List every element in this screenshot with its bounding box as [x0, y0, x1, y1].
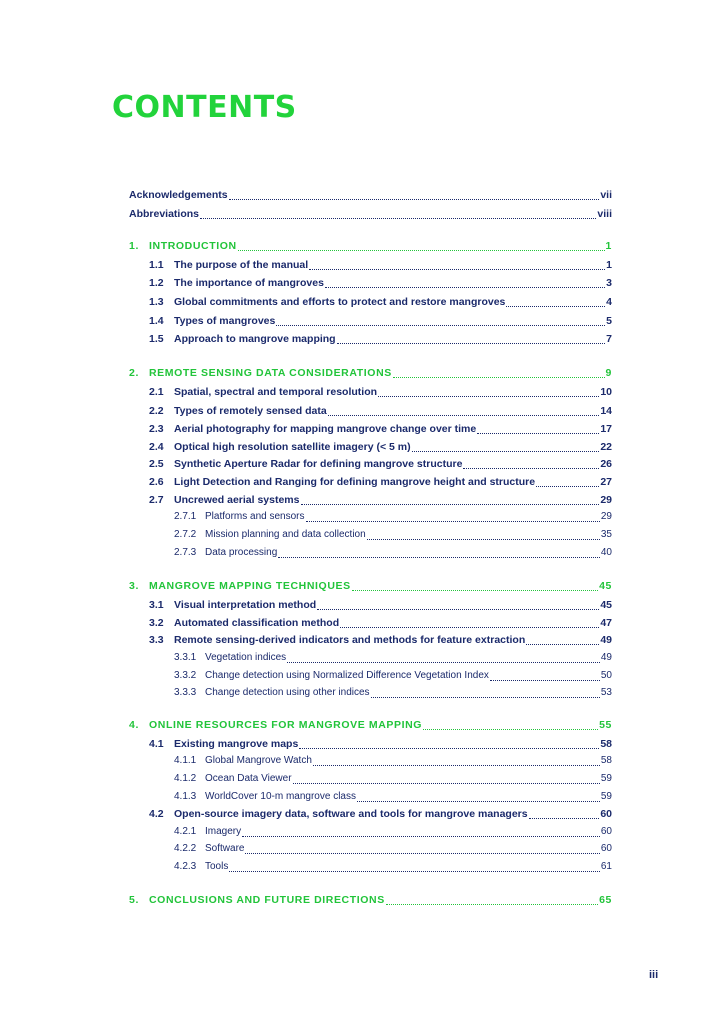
toc-entry[interactable]	[129, 239, 612, 253]
dot-leader	[367, 539, 600, 540]
toc-entry-page: 9	[605, 367, 612, 379]
toc-entry-page: 29	[600, 494, 612, 506]
toc-entry-label: INTRODUCTION	[149, 240, 237, 252]
dot-leader	[293, 783, 600, 784]
toc-entry[interactable]	[149, 493, 612, 507]
toc-entry-page: 26	[600, 458, 612, 470]
toc-entry-page: 65	[599, 894, 612, 906]
toc-entry-label: MANGROVE MAPPING TECHNIQUES	[149, 580, 351, 592]
toc-entry-page: 14	[600, 405, 612, 417]
toc-entry[interactable]	[149, 598, 612, 612]
toc-entry-page: 7	[606, 333, 612, 345]
dot-leader	[490, 680, 600, 681]
toc-entry[interactable]	[174, 546, 612, 560]
dot-leader	[200, 218, 596, 219]
dot-leader	[352, 590, 598, 591]
toc-entry-label: Uncrewed aerial systems	[174, 494, 300, 506]
toc-entry[interactable]	[129, 718, 612, 732]
toc-entry-page: 59	[600, 791, 612, 802]
toc-entry-number: 2.7	[149, 494, 164, 506]
dot-leader	[229, 871, 600, 872]
toc-entry-number: 3.1	[149, 599, 164, 611]
toc-entry-label: WorldCover 10-m mangrove class	[205, 791, 356, 802]
toc-entry[interactable]	[129, 207, 612, 221]
toc-entry-label: ONLINE RESOURCES FOR MANGROVE MAPPING	[149, 719, 423, 731]
toc-entry-number: 1.	[129, 240, 139, 252]
toc-entry[interactable]	[149, 807, 612, 821]
toc-entry-number: 4.1.2	[174, 773, 197, 784]
toc-entry-label: Automated classification method	[174, 617, 340, 629]
dot-leader	[536, 486, 599, 487]
toc-entry-number: 3.3.3	[174, 687, 197, 698]
toc-entry-page: 27	[600, 476, 612, 488]
toc-entry-label: Synthetic Aperture Radar for defining mangrove structure	[174, 458, 463, 470]
toc-entry-label: REMOTE SENSING DATA CONSIDERATIONS	[149, 367, 392, 379]
toc-entry-page: 60	[600, 826, 612, 837]
dot-leader	[340, 627, 599, 628]
toc-entry-label: Ocean Data Viewer	[205, 773, 292, 784]
toc-entry[interactable]	[149, 404, 612, 418]
toc-entry-label: Change detection using other indices	[205, 687, 370, 698]
toc-entry[interactable]	[174, 842, 612, 856]
toc-entry-label: Acknowledgements	[129, 189, 228, 201]
toc-entry-number: 4.1	[149, 738, 164, 750]
toc-entry-label: Approach to mangrove mapping	[174, 333, 336, 345]
toc-entry[interactable]	[174, 510, 612, 524]
toc-entry[interactable]	[129, 579, 612, 593]
toc-entry-number: 1.2	[149, 277, 164, 289]
toc-entry-label: Light Detection and Ranging for defining mangrove height and structure	[174, 476, 536, 488]
toc-entry-number: 3.2	[149, 617, 164, 629]
toc-entry[interactable]	[149, 258, 612, 272]
dot-leader	[463, 468, 599, 469]
dot-leader	[306, 521, 600, 522]
dot-leader	[386, 904, 598, 905]
toc-entry-label: Remote sensing-derived indicators and methods for feature extraction	[174, 634, 526, 646]
toc-entry-number: 4.2.1	[174, 826, 197, 837]
toc-entry-number: 4.1.3	[174, 791, 197, 802]
toc-entry-label: Global commitments and efforts to protect and restore mangroves	[174, 296, 506, 308]
toc-entry-number: 2.7.3	[174, 547, 197, 558]
toc-entry-label: Platforms and sensors	[205, 511, 305, 522]
toc-entry-label: Types of mangroves	[174, 315, 276, 327]
toc-entry-label: Visual interpretation method	[174, 599, 317, 611]
toc-entry[interactable]	[149, 475, 612, 489]
dot-leader	[299, 748, 599, 749]
toc-entry-page: 55	[599, 719, 612, 731]
toc-entry-page: 59	[600, 773, 612, 784]
dot-leader	[229, 199, 600, 200]
dot-leader	[337, 343, 606, 344]
toc-entry-number: 4.	[129, 719, 139, 731]
toc-entry-label: Mission planning and data collection	[205, 529, 366, 540]
dot-leader	[276, 325, 605, 326]
toc-entry-number: 2.1	[149, 386, 164, 398]
toc-entry-number: 2.3	[149, 423, 164, 435]
toc-entry[interactable]	[149, 616, 612, 630]
dot-leader	[242, 836, 600, 837]
toc-entry-page: 3	[606, 277, 612, 289]
toc-entry-page: 1	[606, 259, 612, 271]
toc-entry-page: 10	[600, 386, 612, 398]
dot-leader	[328, 415, 600, 416]
toc-entry-number: 4.2.2	[174, 843, 197, 854]
toc-entry[interactable]	[174, 669, 612, 683]
toc-entry-label: Imagery	[205, 826, 242, 837]
toc-entry-number: 2.2	[149, 405, 164, 417]
toc-entry[interactable]	[129, 188, 612, 202]
toc-entry-page: 40	[600, 547, 612, 558]
toc-entry-label: Data processing	[205, 547, 278, 558]
toc-entry-page: viii	[597, 208, 612, 220]
toc-entry-label: Global Mangrove Watch	[205, 755, 312, 766]
dot-leader	[278, 557, 600, 558]
toc-entry[interactable]	[149, 314, 612, 328]
toc-entry-label: Software	[205, 843, 245, 854]
toc-entry-page: 1	[605, 240, 612, 252]
toc-entry[interactable]	[149, 332, 612, 346]
toc-entry-page: 58	[600, 738, 612, 750]
toc-entry-page: 49	[600, 652, 612, 663]
toc-entry-label: Optical high resolution satellite imagery (< 5 m)	[174, 441, 411, 453]
dot-leader	[371, 697, 600, 698]
toc-entry-number: 2.	[129, 367, 139, 379]
toc-entry-page: 22	[600, 441, 612, 453]
dot-leader	[412, 451, 600, 452]
toc-entry-page: 50	[600, 670, 612, 681]
toc-entry[interactable]	[174, 651, 612, 665]
toc-entry-number: 2.6	[149, 476, 164, 488]
toc-entry-number: 4.2	[149, 808, 164, 820]
toc-entry-page: 17	[600, 423, 612, 435]
toc-entry[interactable]	[149, 276, 612, 290]
toc-entry-label: Spatial, spectral and temporal resolution	[174, 386, 378, 398]
dot-leader	[378, 396, 599, 397]
toc-entry-number: 3.	[129, 580, 139, 592]
dot-leader	[529, 818, 600, 819]
toc-entry-label: The purpose of the manual	[174, 259, 309, 271]
toc-entry[interactable]	[174, 686, 612, 700]
dot-leader	[301, 504, 600, 505]
toc-entry[interactable]	[149, 457, 612, 471]
toc-entry-label: Types of remotely sensed data	[174, 405, 327, 417]
toc-entry-page: 60	[600, 843, 612, 854]
dot-leader	[423, 729, 598, 730]
toc-entry-number: 4.1.1	[174, 755, 197, 766]
toc-entry[interactable]	[149, 440, 612, 454]
toc-entry-number: 2.7.1	[174, 511, 197, 522]
toc-entry-number: 3.3.2	[174, 670, 197, 681]
toc-entry-label: Change detection using Normalized Difference Vegetation Index	[205, 670, 489, 681]
page-title: CONTENTS	[112, 90, 297, 125]
toc-entry-page: 61	[600, 861, 612, 872]
toc-entry[interactable]	[149, 737, 612, 751]
toc-entry[interactable]	[129, 366, 612, 380]
dot-leader	[357, 801, 600, 802]
toc-entry[interactable]	[174, 772, 612, 786]
toc-entry-number: 2.5	[149, 458, 164, 470]
toc-entry[interactable]	[174, 790, 612, 804]
toc-entry-page: 5	[606, 315, 612, 327]
dot-leader	[393, 377, 605, 378]
toc-entry-page: 45	[600, 599, 612, 611]
page-number: iii	[649, 969, 659, 981]
toc-entry[interactable]	[129, 893, 612, 907]
toc-entry-label: Open-source imagery data, software and tools for mangrove managers	[174, 808, 528, 820]
toc-entry-page: 4	[606, 296, 612, 308]
toc-entry-page: vii	[600, 189, 612, 201]
dot-leader	[317, 609, 599, 610]
dot-leader	[238, 250, 605, 251]
toc-entry-number: 5.	[129, 894, 139, 906]
toc-entry-label: Vegetation indices	[205, 652, 287, 663]
toc-entry-label: Existing mangrove maps	[174, 738, 299, 750]
toc-entry[interactable]	[174, 825, 612, 839]
toc-entry-number: 1.5	[149, 333, 164, 345]
toc-entry-number: 3.3.1	[174, 652, 197, 663]
toc-entry-number: 2.4	[149, 441, 164, 453]
toc-entry[interactable]	[149, 633, 612, 647]
toc-entry-label: The importance of mangroves	[174, 277, 324, 289]
dot-leader	[506, 306, 605, 307]
toc-entry-page: 58	[600, 755, 612, 766]
toc-entry-page: 53	[600, 687, 612, 698]
dot-leader	[309, 269, 605, 270]
toc-entry-page: 45	[599, 580, 612, 592]
toc-entry[interactable]	[174, 528, 612, 542]
dot-leader	[313, 765, 600, 766]
toc-entry[interactable]	[149, 385, 612, 399]
toc-entry-label: Abbreviations	[129, 208, 200, 220]
toc-entry-number: 1.4	[149, 315, 164, 327]
toc-entry-number: 1.1	[149, 259, 164, 271]
toc-entry-label: Aerial photography for mapping mangrove change over time	[174, 423, 477, 435]
toc-entry-label: CONCLUSIONS AND FUTURE DIRECTIONS	[149, 894, 385, 906]
toc-entry-page: 60	[600, 808, 612, 820]
toc-entry-page: 35	[600, 529, 612, 540]
toc-entry[interactable]	[174, 754, 612, 768]
dot-leader	[245, 853, 599, 854]
toc-entry-page: 29	[600, 511, 612, 522]
dot-leader	[526, 644, 599, 645]
dot-leader	[325, 287, 605, 288]
toc-entry[interactable]	[174, 860, 612, 874]
toc-entry-page: 47	[600, 617, 612, 629]
toc-entry-label: Tools	[205, 861, 229, 872]
dot-leader	[287, 662, 600, 663]
toc-entry-page: 49	[600, 634, 612, 646]
toc-entry[interactable]	[149, 295, 612, 309]
toc-entry[interactable]	[149, 422, 612, 436]
toc-entry-number: 2.7.2	[174, 529, 197, 540]
toc-entry-number: 4.2.3	[174, 861, 197, 872]
dot-leader	[477, 433, 599, 434]
toc-entry-number: 3.3	[149, 634, 164, 646]
toc-entry-number: 1.3	[149, 296, 164, 308]
